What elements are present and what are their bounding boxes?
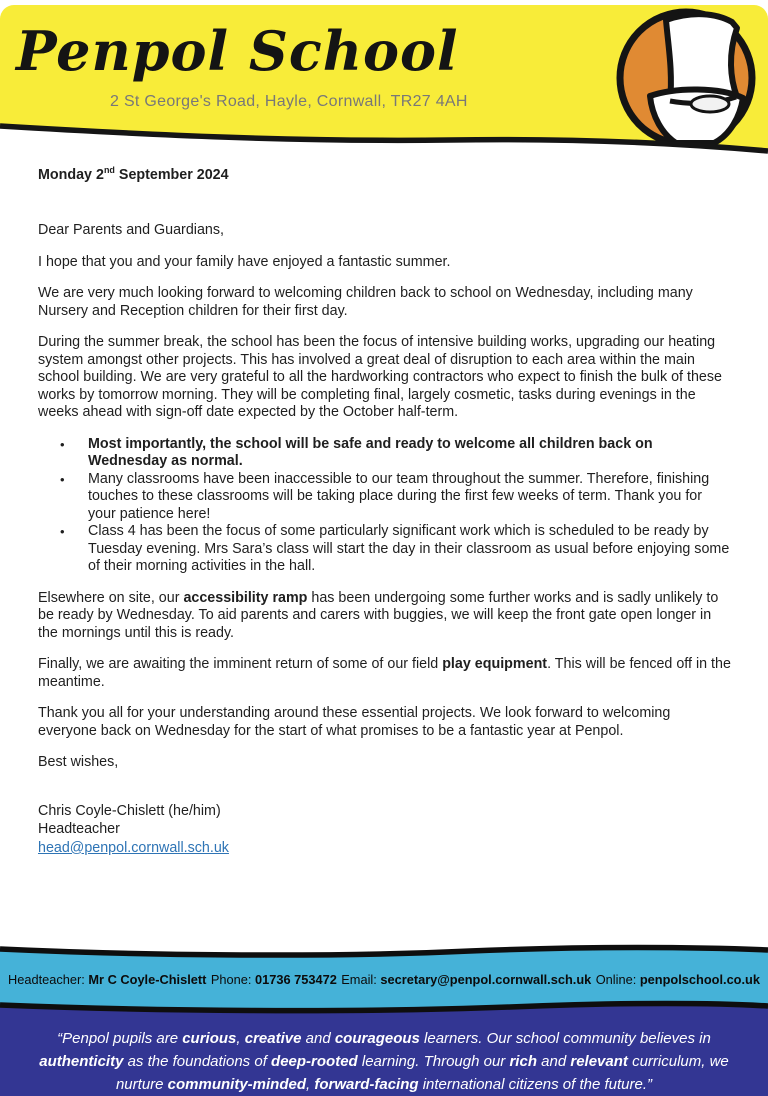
bullet-item bbox=[88, 523, 732, 576]
text: and bbox=[301, 1030, 335, 1047]
bold-text: community-minded bbox=[167, 1076, 307, 1093]
letter-paragraph bbox=[38, 285, 732, 320]
bullet-list bbox=[38, 436, 732, 576]
bold-text: play equipment bbox=[442, 656, 548, 673]
contact-value: Mr C Coyle-Chislett bbox=[88, 971, 207, 987]
signature-name: Chris Coyle-Chislett (he/him) bbox=[38, 802, 221, 819]
bold-text: creative bbox=[244, 1030, 302, 1047]
text: learning. Through our bbox=[357, 1053, 510, 1070]
text: has been undergoing some further works and is sadly unlikely to be ready by Wednesday. To aid parents and carers with buggies, we will keep the front gate open longer in the mornings until this is ready. bbox=[38, 589, 719, 641]
page-footer bbox=[0, 940, 768, 1096]
text: I hope that you and your family have enjoyed a fantastic summer. bbox=[38, 253, 451, 270]
text: Many classrooms have been inaccessible to our team throughout the summer. Therefore, finishing touches to these classrooms will be taking place during the first few weeks of term. Thank you for your patience here! bbox=[88, 470, 710, 522]
bold-text: rich bbox=[509, 1053, 537, 1070]
text: Elsewhere on site, our bbox=[38, 589, 184, 606]
contact-label: Online: bbox=[595, 971, 640, 987]
bold-text: authenticity bbox=[39, 1053, 124, 1070]
contact-item bbox=[596, 972, 760, 987]
closing: Best wishes, bbox=[38, 754, 119, 771]
letter-paragraph bbox=[38, 705, 732, 740]
letter-paragraph bbox=[38, 590, 732, 643]
masthead-wave-divider bbox=[0, 120, 768, 156]
letter-body bbox=[0, 156, 768, 857]
text: “Penpol pupils are bbox=[57, 1030, 183, 1047]
text: During the summer break, the school has been the focus of intensive building works, upgrading our heating system amongst other projects. This has involved a great deal of disruption to each area within the main school building. We are very grateful to all the hardworking contractors who expect to finish the bulk of these works by tomorrow morning. They will be completing final, largely cosmetic, tasks during evenings in the weeks ahead with sign-off date expected by the October half-term. bbox=[38, 334, 722, 421]
contact-label: Headteacher: bbox=[8, 971, 89, 987]
text: Finally, we are awaiting the imminent return of some of our field bbox=[38, 656, 443, 673]
text: , bbox=[236, 1030, 245, 1047]
contact-item bbox=[8, 972, 206, 987]
date-text: Monday 2 bbox=[38, 166, 104, 183]
text: and bbox=[536, 1053, 571, 1070]
bold-text: relevant bbox=[570, 1053, 628, 1070]
bold-text: deep-rooted bbox=[271, 1053, 358, 1070]
bold-text: courageous bbox=[334, 1030, 420, 1047]
contact-value: penpolschool.co.uk bbox=[639, 971, 760, 987]
mission-quote bbox=[31, 1027, 737, 1096]
contact-label: Email: bbox=[341, 971, 381, 987]
intro-paragraphs bbox=[38, 254, 732, 422]
contact-label: Phone: bbox=[210, 971, 255, 987]
text: . This will be fenced off in the meantime. bbox=[38, 656, 731, 690]
school-name: Penpol School bbox=[16, 19, 459, 83]
letter-paragraph bbox=[38, 656, 732, 691]
contact-item bbox=[341, 972, 591, 987]
bold-text: Most importantly, the school will be safe and ready to welcome all children back on Wednesday as normal. bbox=[88, 435, 653, 470]
signature-role: Headteacher bbox=[38, 821, 120, 838]
date-ordinal-suffix: nd bbox=[103, 165, 115, 175]
school-address: 2 St George's Road, Hayle, Cornwall, TR27 4AH bbox=[110, 93, 468, 110]
contact-value: secretary@penpol.cornwall.sch.uk bbox=[380, 971, 592, 987]
letter-paragraph bbox=[38, 254, 732, 272]
contact-item bbox=[211, 972, 337, 987]
text: Thank you all for your understanding around these essential projects. We look forward to welcoming everyone back on Wednesday for the start of what promises to be a fantastic year at Penpol. bbox=[38, 705, 671, 739]
contact-bar bbox=[0, 960, 768, 998]
date-rest: September 2024 bbox=[114, 166, 229, 183]
outro-paragraphs bbox=[38, 590, 732, 741]
bullet-item bbox=[88, 471, 732, 524]
text: learners. Our school community believes in bbox=[419, 1030, 711, 1047]
bold-text: forward-facing bbox=[314, 1076, 419, 1093]
text: international citizens of the future.” bbox=[418, 1076, 653, 1093]
footer-wave-divider-top bbox=[0, 940, 768, 960]
salutation: Dear Parents and Guardians, bbox=[38, 222, 224, 239]
letter-date bbox=[38, 162, 732, 184]
letter-paragraph bbox=[38, 334, 732, 422]
headteacher-email-link[interactable]: head@penpol.cornwall.sch.uk bbox=[38, 839, 229, 856]
contact-value: 01736 753472 bbox=[254, 971, 337, 987]
text: We are very much looking forward to welcoming children back to school on Wednesday, including many Nursery and Reception children for their first day. bbox=[38, 285, 693, 319]
footer-wave-divider-bottom bbox=[0, 998, 768, 1018]
text: curriculum, we nurture bbox=[115, 1053, 729, 1093]
bullet-item bbox=[88, 436, 732, 471]
text: , bbox=[306, 1076, 315, 1093]
bold-text: curious bbox=[182, 1030, 237, 1047]
text: Class 4 has been the focus of some particularly significant work which is scheduled to be ready by Tuesday evening. Mrs Sara’s class will start the day in their classroom as usual before enjoying some of their morning activities in the hall. bbox=[88, 523, 730, 575]
bold-text: accessibility ramp bbox=[183, 589, 308, 606]
text: as the foundations of bbox=[123, 1053, 272, 1070]
mission-quote-band bbox=[0, 1018, 768, 1096]
